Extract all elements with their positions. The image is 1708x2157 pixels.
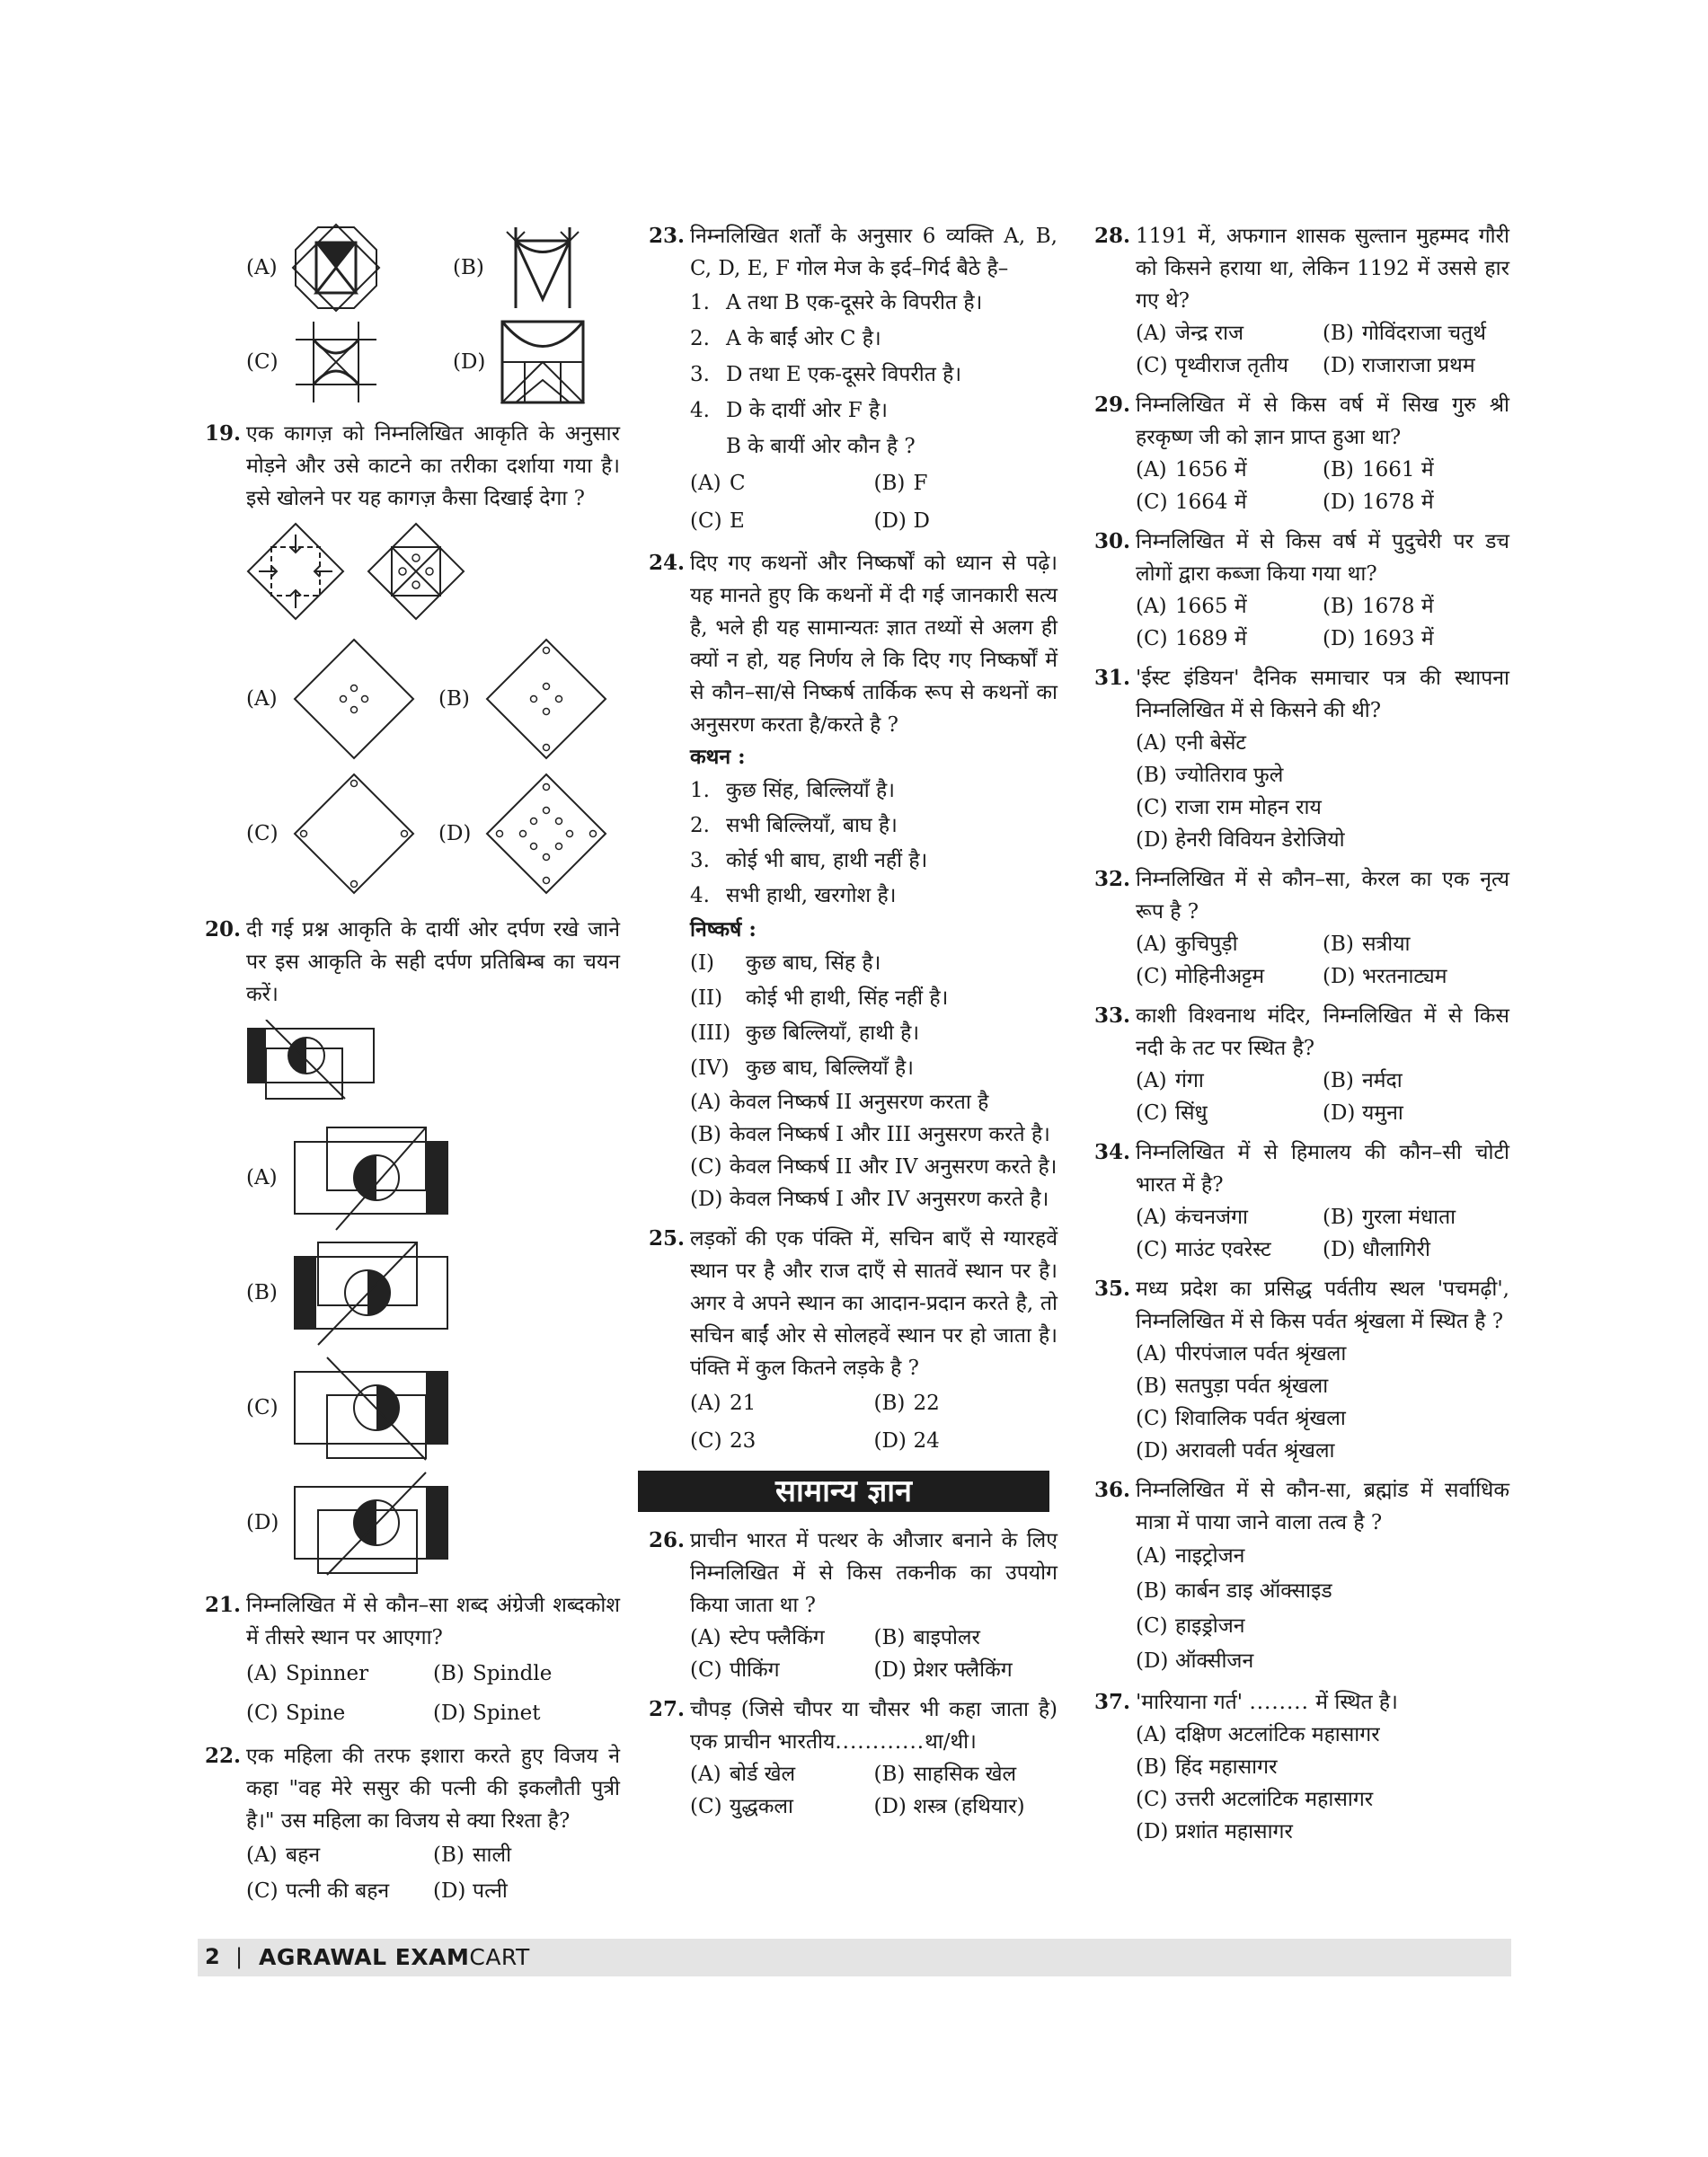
option-d[interactable]: (D) Spinet: [433, 1702, 541, 1725]
question-27: [649, 1693, 1058, 1823]
option-c[interactable]: (C) राजा राम मोहन राय: [1136, 796, 1322, 819]
condition-3: 3. D तथा E एक-दूसरे विपरीत है।: [690, 363, 962, 386]
section-title-banner: सामान्य ज्ञान: [638, 1471, 1049, 1512]
option-c[interactable]: (C) 1689 में: [1136, 627, 1247, 650]
option-d[interactable]: (D) केवल निष्कर्ष I और IV अनुसरण करते है।: [690, 1188, 1049, 1211]
question-35: [1094, 1273, 1509, 1467]
option-b[interactable]: (B) 1661 में: [1323, 458, 1434, 482]
options: [1136, 317, 1509, 382]
option-b[interactable]: (B) गुरला मंधाता: [1323, 1206, 1456, 1229]
option-d[interactable]: (D) प्रशांत महासागर: [1136, 1820, 1293, 1843]
option-b[interactable]: (B) बाइपोलर: [873, 1626, 980, 1649]
option-b[interactable]: (B) कार्बन डाइ ऑक्साइड: [1136, 1579, 1332, 1603]
q20-figures: [246, 1020, 620, 1580]
option-d[interactable]: (D) पत्नी: [433, 1879, 508, 1903]
question-21: [205, 1589, 620, 1733]
q18-opt-c-label: (C): [246, 349, 279, 374]
option-b[interactable]: (B) सत्रीया: [1323, 933, 1411, 956]
option-c[interactable]: (C) हाइड्रोजन: [1136, 1614, 1245, 1638]
question-number: 31.: [1094, 666, 1131, 690]
option-a[interactable]: (A) कंचनजंगा: [1136, 1206, 1249, 1229]
option-a[interactable]: (A) नाइट्रोजन: [1136, 1544, 1245, 1568]
q18-figure-c: [291, 317, 381, 407]
option-d[interactable]: (D) D: [873, 509, 930, 533]
option-a[interactable]: (A) C: [690, 472, 746, 495]
column-3: [1094, 220, 1509, 1855]
brand-logo: AGRAWAL EXAMCART: [259, 1944, 530, 1970]
option-d[interactable]: (D) 1693 में: [1323, 627, 1434, 650]
q18-figure-b: [498, 223, 588, 313]
option-a[interactable]: (A) गंगा: [1136, 1069, 1204, 1092]
question-number: 32.: [1094, 867, 1131, 891]
q20-figure-b: [291, 1239, 453, 1347]
conclusion-3: (III) कुछ बिल्लियाँ, हाथी है।: [690, 1021, 920, 1045]
option-c[interactable]: (C) Spine: [246, 1702, 346, 1725]
conclusions: [690, 946, 1058, 1086]
options: [690, 1758, 1058, 1823]
question-number: 23.: [649, 224, 686, 248]
question-text: निम्नलिखित शर्तों के अनुसार 6 व्यक्ति A, B, C, D, E, F गोल मेज के इर्द–गिर्द बैठे है–: [690, 225, 1058, 280]
question-25: [649, 1223, 1058, 1460]
option-a[interactable]: (A) 1656 में: [1136, 458, 1247, 482]
q19-figure-c: [291, 771, 417, 897]
conclusion-1: (I) कुछ बाघ, सिंह है।: [690, 951, 881, 975]
option-d[interactable]: (D) ऑक्सीजन: [1136, 1649, 1254, 1673]
option-d[interactable]: (D) यमुना: [1323, 1101, 1403, 1125]
q20-figure-c: [291, 1354, 453, 1462]
conditions: [690, 285, 1058, 464]
option-d[interactable]: (D) प्रेशर फ्लैकिंग: [873, 1658, 1013, 1682]
option-a[interactable]: (A) 1665 में: [1136, 595, 1247, 618]
option-d[interactable]: (D) धौलागिरी: [1323, 1238, 1430, 1261]
q19-question-figures: [246, 522, 620, 621]
option-c[interactable]: (C) उत्तरी अटलांटिक महासागर: [1136, 1788, 1374, 1811]
statements: [690, 774, 1058, 914]
option-c[interactable]: (C) 1664 में: [1136, 491, 1247, 514]
q18-figure-a: [291, 223, 381, 313]
question-number: 36.: [1094, 1478, 1131, 1502]
option-a[interactable]: (A) दक्षिण अटलांटिक महासागर: [1136, 1723, 1380, 1746]
q18-figures: [246, 220, 606, 409]
question-28: [1094, 220, 1509, 382]
q19-options: [246, 632, 615, 901]
option-b[interactable]: (B) साली: [433, 1843, 512, 1867]
footer-separator: |: [235, 1944, 243, 1969]
condition-1: 1. A तथा B एक-दूसरे के विपरीत है।: [690, 291, 983, 314]
options: [690, 1086, 1058, 1216]
options: [690, 1384, 1058, 1460]
question-33: [1094, 1000, 1509, 1129]
page-number: 2: [205, 1944, 220, 1969]
option-c[interactable]: (C) पृथ्वीराज तृतीय: [1136, 354, 1288, 377]
option-c[interactable]: (C) मोहिनीअट्टम: [1136, 965, 1265, 988]
question-number: 25.: [649, 1226, 686, 1251]
column-2: [649, 220, 1058, 1830]
option-a[interactable]: (A) पीरपंजाल पर्वत श्रृंखला: [1136, 1342, 1347, 1366]
option-b[interactable]: (B) Spindle: [433, 1662, 553, 1685]
page-footer: [198, 1939, 1511, 1976]
conclusion-4: (IV) कुछ बाघ, बिल्लियाँ है।: [690, 1056, 914, 1080]
statements-label: कथन :: [690, 745, 746, 769]
question-text: 'मारियाना गर्त' ........ में स्थित है।: [1136, 1691, 1398, 1714]
option-d[interactable]: (D) अरावली पर्वत श्रृंखला: [1136, 1439, 1335, 1463]
option-d[interactable]: (D) शस्त्र (हथियार): [873, 1795, 1025, 1818]
question-number: 24.: [649, 551, 686, 575]
question-29: [1094, 389, 1509, 518]
statement-4: 4. सभी हाथी, खरगोश है।: [690, 884, 897, 907]
options: [1136, 1201, 1509, 1266]
q18-figure-d: [498, 317, 588, 407]
question-37: [1094, 1686, 1509, 1848]
option-b[interactable]: (B) 22: [873, 1392, 940, 1415]
option-b[interactable]: (B) हिंद महासागर: [1136, 1755, 1278, 1779]
option-a[interactable]: (A) बहन: [246, 1843, 321, 1867]
question-text: प्राचीन भारत में पत्थर के औजार बनाने के लिए निम्नलिखित में से किस तकनीक का उपयोग किया जाता था ?: [690, 1529, 1058, 1617]
q19-opt-c-label: (C): [246, 822, 279, 845]
q20-opt-d-label: (D): [246, 1511, 279, 1534]
q20-question-figure: [246, 1020, 381, 1101]
column-1: [205, 220, 620, 1916]
statement-2: 2. सभी बिल्लियाँ, बाघ है।: [690, 814, 898, 837]
question-19: [205, 418, 620, 621]
question-34: [1094, 1136, 1509, 1266]
option-d[interactable]: (D) हेनरी विवियन डेरोजियो: [1136, 828, 1345, 852]
q19-opt-a-label: (A): [246, 687, 278, 711]
option-d[interactable]: (D) भरतनाट्यम: [1323, 965, 1447, 988]
question-number: 27.: [649, 1697, 686, 1721]
question-ask: B के बायीं ओर कौन है ?: [726, 435, 916, 458]
option-c[interactable]: (C) माउंट एवरेस्ट: [1136, 1238, 1271, 1261]
q19-figure-a: [291, 636, 417, 762]
question-text: निम्नलिखित में से किस वर्ष में सिख गुरु श्री हरकृष्ण जी को ज्ञान प्राप्त हुआ था?: [1136, 393, 1509, 449]
question-text: दिए गए कथनों और निष्कर्षों को ध्यान से पढ़े। यह मानते हुए कि कथनों में दी गई जानकारी सत्य है, भले ही यह सामान्यतः ज्ञात तथ्यों से अलग ही क्यों न हो, यह निर्णय ले कि दिए गए निष्कर्षों में से कौन–सा/से निष्कर्ष तार्किक रूप से कथनों का अनुसरण करता है/करते है ?: [690, 552, 1058, 737]
question-36: [1094, 1474, 1509, 1679]
option-a[interactable]: (A) बोर्ड खेल: [690, 1763, 796, 1786]
question-22: [205, 1740, 620, 1909]
question-number: 34.: [1094, 1140, 1131, 1164]
option-b[interactable]: (B) साहसिक खेल: [873, 1763, 1017, 1786]
option-c[interactable]: (C) E: [690, 509, 745, 533]
options: [1136, 1338, 1509, 1467]
question-number: 29.: [1094, 393, 1131, 417]
options: [1136, 1539, 1509, 1679]
option-b[interactable]: (B) ज्योतिराव फुले: [1136, 764, 1284, 787]
option-a[interactable]: (A) Spinner: [246, 1662, 369, 1685]
question-text: लड़कों की एक पंक्ति में, सचिन बाएँ से ग्यारहवें स्थान पर है और राज दाएँ से सातवें स्थान पर है। अगर वे अपने स्थान का आदान-प्रदान करते है, तो सचिन बाईं ओर से सोलहवें स्थान पर हो जाता है। पंक्ति में कुल कितने लड़के है ?: [690, 1227, 1058, 1380]
q20-opt-c-label: (C): [246, 1396, 279, 1419]
question-number: 28.: [1094, 224, 1131, 248]
question-text: निम्नलिखित में से कौन–सा, केरल का एक नृत्य रूप है ?: [1136, 868, 1509, 924]
q18-opt-d-label: (D): [453, 349, 486, 374]
q20-figure-a: [291, 1124, 453, 1232]
option-b[interactable]: (B) 1678 में: [1323, 595, 1434, 618]
question-text: एक कागज़ को निम्नलिखित आकृति के अनुसार मोड़ने और उसे काटने का तरीका दर्शाया गया है। इसे खोलने पर यह कागज़ कैसा दिखाई देगा ?: [246, 422, 620, 510]
folded-paper-figure-2: [367, 522, 465, 621]
question-23: [649, 220, 1058, 540]
question-text: दी गई प्रश्न आकृति के दायीं ओर दर्पण रखे जाने पर इस आकृति के सही दर्पण प्रतिबिम्ब का चयन करें।: [246, 918, 620, 1006]
question-30: [1094, 526, 1509, 655]
option-d[interactable]: (D) राजाराजा प्रथम: [1323, 354, 1475, 377]
question-20: [205, 914, 620, 1011]
question-31: [1094, 662, 1509, 856]
question-text: निम्नलिखित में से कौन–सा शब्द अंग्रेजी शब्दकोश में तीसरे स्थान पर आएगा?: [246, 1594, 620, 1649]
option-c[interactable]: (C) शिवालिक पर्वत श्रृंखला: [1136, 1407, 1346, 1430]
question-text: 'ईस्ट इंडियन' दैनिक समाचार पत्र की स्थापना निम्नलिखित में से किसने की थी?: [1136, 667, 1509, 722]
options: [1136, 1065, 1509, 1129]
option-b[interactable]: (B) नर्मदा: [1323, 1069, 1403, 1092]
condition-4: 4. D के दायीं ओर F है।: [690, 399, 888, 422]
options: [1136, 454, 1509, 518]
option-a[interactable]: (A) केवल निष्कर्ष II अनुसरण करता है: [690, 1091, 989, 1114]
options: [1136, 928, 1509, 993]
q20-opt-a-label: (A): [246, 1166, 278, 1189]
options: [1136, 1719, 1509, 1848]
q19-opt-b-label: (B): [438, 687, 470, 711]
options: [690, 1622, 1058, 1686]
option-a[interactable]: (A) एनी बेसेंट: [1136, 731, 1247, 755]
question-text: 1191 में, अफगान शासक सुल्तान मुहम्मद गौरी को किसने हराया था, लेकिन 1192 में उससे हार गए थे?: [1136, 225, 1509, 313]
question-24: [649, 547, 1058, 1216]
option-a[interactable]: (A) 21: [690, 1392, 757, 1415]
question-number: 37.: [1094, 1690, 1131, 1714]
option-b[interactable]: (B) F: [873, 472, 928, 495]
question-text: निम्नलिखित में से किस वर्ष में पुदुचेरी पर डच लोगों द्वारा कब्जा किया गया था?: [1136, 530, 1509, 586]
question-text: निम्नलिखित में से हिमालय की कौन–सी चोटी भारत में है?: [1136, 1141, 1509, 1197]
question-26: [649, 1525, 1058, 1686]
options: [1136, 590, 1509, 655]
conclusions-label: निष्कर्ष :: [690, 917, 757, 941]
option-a[interactable]: (A) कुचिपुड़ी: [1136, 933, 1238, 956]
option-c[interactable]: (C) 23: [690, 1429, 757, 1453]
question-text: चौपड़ (जिसे चौपर या चौसर भी कहा जाता है) एक प्राचीन भारतीय............था/थी।: [690, 1698, 1058, 1754]
conclusion-2: (II) कोई भी हाथी, सिंह नहीं है।: [690, 986, 949, 1010]
option-c[interactable]: (C) युद्धकला: [690, 1795, 793, 1818]
option-a[interactable]: (A) जेन्द्र राज: [1136, 322, 1244, 345]
question-text: काशी विश्वनाथ मंदिर, निम्नलिखित में से किस नदी के तट पर स्थित है?: [1136, 1004, 1509, 1060]
options: [690, 464, 1058, 540]
options: [246, 1837, 620, 1909]
q19-opt-d-label: (D): [438, 822, 472, 845]
q20-opt-b-label: (B): [246, 1281, 278, 1304]
question-text: मध्य प्रदेश का प्रसिद्ध पर्वतीय स्थल 'पचमढ़ी', निम्नलिखित में से किस पर्वत श्रृंखला में स्थित है ?: [1136, 1277, 1509, 1333]
q20-figure-d: [291, 1469, 453, 1577]
question-number: 26.: [649, 1528, 686, 1552]
option-c[interactable]: (C) पीकिंग: [690, 1658, 780, 1682]
option-d[interactable]: (D) 24: [873, 1429, 940, 1453]
options: [1136, 727, 1509, 856]
q19-figure-b: [483, 636, 609, 762]
q18-opt-a-label: (A): [246, 255, 278, 279]
question-number: 22.: [205, 1744, 242, 1768]
option-b[interactable]: (B) केवल निष्कर्ष I और III अनुसरण करते है।: [690, 1123, 1050, 1146]
option-a[interactable]: (A) स्टेप फ्लैकिंग: [690, 1626, 825, 1649]
option-c[interactable]: (C) केवल निष्कर्ष II और IV अनुसरण करते है।: [690, 1155, 1058, 1179]
option-b[interactable]: (B) सतपुड़ा पर्वत श्रृंखला: [1136, 1375, 1329, 1398]
option-c[interactable]: (C) पत्नी की बहन: [246, 1879, 390, 1903]
question-number: 33.: [1094, 1003, 1131, 1028]
question-number: 21.: [205, 1593, 242, 1617]
question-number: 35.: [1094, 1277, 1131, 1301]
condition-2: 2. A के बाईं ओर C है।: [690, 327, 881, 350]
question-number: 20.: [205, 917, 242, 941]
option-b[interactable]: (B) गोविंदराजा चतुर्थ: [1323, 322, 1486, 345]
folded-paper-figure-1: [246, 522, 345, 621]
option-c[interactable]: (C) सिंधु: [1136, 1101, 1208, 1125]
options: [246, 1654, 620, 1733]
question-text: एक महिला की तरफ इशारा करते हुए विजय ने कहा "वह मेरे ससुर की पत्नी की इकलौती पुत्री है।" उस महिला का विजय से क्या रिश्ता है?: [246, 1745, 620, 1833]
question-text: निम्नलिखित में से कौन-सा, ब्रह्मांड में सर्वाधिक मात्रा में पाया जाने वाला तत्व है ?: [1136, 1479, 1509, 1534]
question-number: 30.: [1094, 529, 1131, 553]
question-number: 19.: [205, 421, 242, 446]
statement-3: 3. कोई भी बाघ, हाथी नहीं है।: [690, 849, 928, 872]
option-d[interactable]: (D) 1678 में: [1323, 491, 1434, 514]
q18-opt-b-label: (B): [453, 255, 484, 279]
q19-figure-d: [483, 771, 609, 897]
statement-1: 1. कुछ सिंह, बिल्लियाँ है।: [690, 779, 895, 802]
question-32: [1094, 863, 1509, 993]
